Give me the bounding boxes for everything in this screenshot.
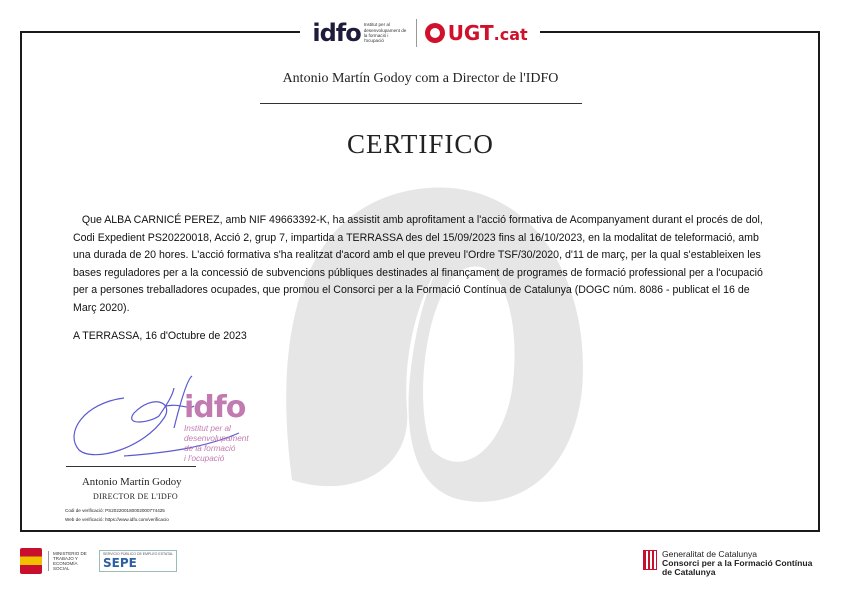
ugt-wordmark <box>448 21 528 45</box>
ministerio-label: MINISTERIO DE TRABAJO Y ECONOMÍA SOCIAL <box>48 551 93 572</box>
idfo-stamp <box>184 392 264 464</box>
footer-right-logo <box>643 550 812 578</box>
stamp-tagline-2: desenvolupament <box>184 434 249 443</box>
verification-code: Codi de verificació: PS202200180002000774425 <box>65 508 165 513</box>
gencat-line-3: de Catalunya <box>662 567 716 578</box>
gencat-flag-icon <box>643 550 657 570</box>
certificate-body <box>73 212 773 317</box>
sepe-small-label: SERVICIO PÚBLICO DE EMPLEO ESTATAL <box>103 552 174 556</box>
ugt-logo-icon <box>425 21 528 45</box>
logo-divider <box>416 19 417 47</box>
signature-rule <box>66 466 196 467</box>
date-line: A TERRASSA, 16 d'Octubre de 2023 <box>73 330 247 342</box>
stamp-tagline-4: i l'ocupació <box>184 454 225 463</box>
signatory-name: Antonio Martín Godoy <box>82 476 182 488</box>
verification-web: Web de verificació: https://www.idfo.com/verificacio <box>65 517 169 522</box>
stamp-tagline-3: de la formació <box>184 444 236 453</box>
footer-left-logos <box>20 548 177 574</box>
sepe-logo-icon <box>99 550 177 572</box>
heading-rule <box>260 103 582 104</box>
gencat-text <box>662 550 812 578</box>
certificate-body-text: Que ALBA CARNICÉ PEREZ, amb NIF 49663392-K, ha assistit amb aprofitament a l'acció formativa de Acompanyament durant el procés de dol, Codi Expedient PS20220018, Acció 2, grup 7, impartida a TERRASSA des del 15/09/2023 fins al 16/10/2023, en la modalitat de teleformació, amb una durada de 20 hores. L'acció formativa s'ha realitzat d'acord amb el que preveu l'Ordre TSF/30/2020, d'11 de març, per la qual s'estableixen les bases reguladores per a la concessió de subvencions públiques destinades al finançament de programes de formació professional per a l'ocupació per a persones treballadores ocupades, que promou el Consorci per a la Formació Contínua de Catalunya (DOGC núm. 8086 - publicat el 16 de Març 2020). <box>73 214 763 314</box>
sepe-wordmark: SEPE <box>103 556 137 570</box>
ugt-suffix: .cat <box>493 25 528 44</box>
gencat-line-2: Consorci per a la Formació Contínua <box>662 558 813 569</box>
ugt-text: UGT <box>447 21 494 45</box>
signatory-role: DIRECTOR DE L'IDFO <box>93 492 178 501</box>
idfo-wordmark: idfo <box>312 19 361 47</box>
ugt-circle-icon <box>425 23 445 43</box>
idfo-tagline: Institut per al desenvolupament de la formació i l'ocupació <box>363 22 407 44</box>
stamp-tagline-1: Institut per al <box>184 424 231 433</box>
gencat-line-1: Generalitat de Catalunya <box>662 549 758 559</box>
header-logos <box>300 16 540 50</box>
director-heading: Antonio Martín Godoy com a Director de l'IDFO <box>282 71 559 86</box>
stamp-wordmark: idfo <box>184 390 246 425</box>
spain-shield-icon <box>20 548 42 574</box>
certificate-title: CERTIFICO <box>347 129 494 159</box>
idfo-logo-icon <box>312 19 407 47</box>
